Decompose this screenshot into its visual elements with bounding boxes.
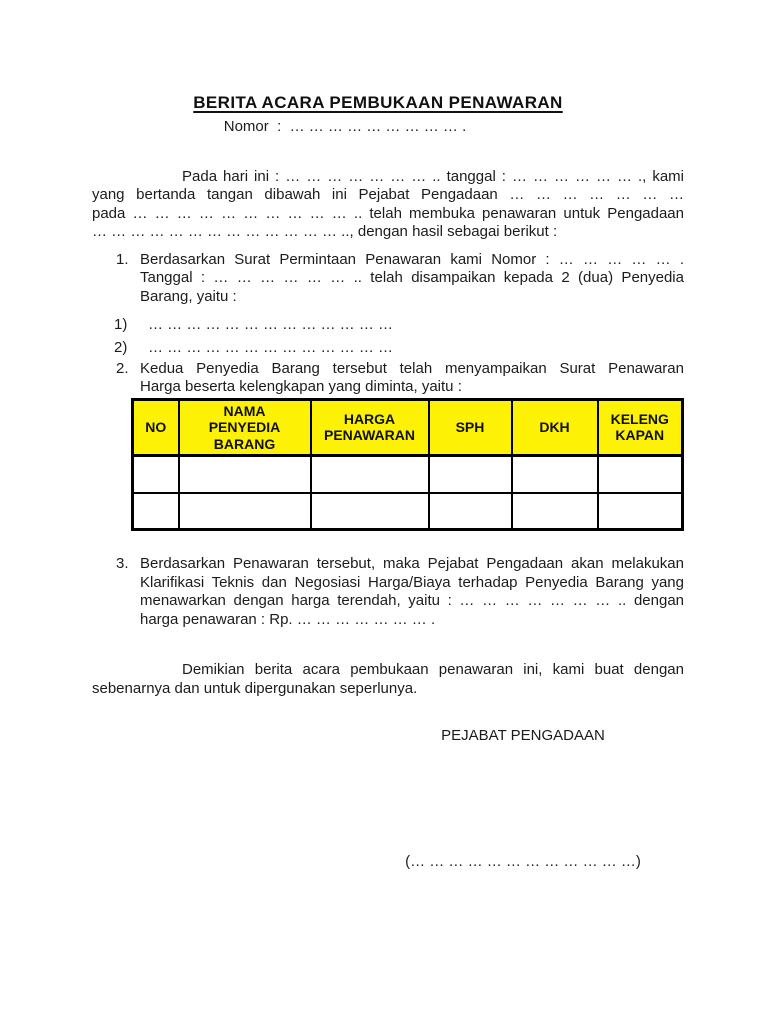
document-number-line: Nomor : … … … … … … … … … .	[223, 118, 467, 135]
vendor-line-2-dots: … … … … … … … … … … … … …	[148, 339, 394, 356]
table-row	[133, 456, 683, 493]
signature-name-line: (… … … … … … … … … … … …)	[405, 853, 641, 870]
list-item-1-line: Barang, yaitu :	[140, 287, 237, 305]
list-item-3	[92, 555, 684, 629]
list-item-2-line: Harga beserta kelengkapan yang diminta, yaitu :	[140, 378, 462, 395]
vendor-line-2-number: 2)	[114, 339, 128, 356]
opening-paragraph-line: pada … … … … … … … … … … .. telah membuka penawaran untuk Pengadaan	[92, 204, 684, 222]
table-header-text: HARGA	[343, 410, 396, 427]
table-cell-empty	[179, 493, 311, 530]
table-header-text: DKH	[539, 419, 570, 435]
list-item-2-line: Kedua Penyedia Barang tersebut telah menyampaikan Surat Penawaran	[140, 359, 684, 377]
closing-paragraph-line: Demikian berita acara pembukaan penawaran ini, kami buat dengan	[182, 661, 684, 678]
vendor-line-1	[92, 316, 684, 335]
table-header-sph	[429, 399, 512, 456]
table-header-harga-penawaran	[311, 399, 429, 456]
opening-paragraph-line: Pada hari ini : … … … … … … … .. tanggal : … … … … … … ., kami	[182, 167, 684, 185]
opening-paragraph	[92, 168, 684, 242]
table-cell-empty	[311, 493, 429, 530]
list-item-3-number: 3.	[116, 555, 129, 572]
table-header-text: SPH	[455, 419, 485, 435]
table-header-text: NO	[145, 419, 167, 435]
table-header-no	[133, 399, 179, 456]
opening-paragraph-line: … … … … … … … … … … … … … .., dengan hasil sebagai berikut :	[92, 223, 558, 240]
table-header-text: KELENG	[610, 410, 669, 427]
table-header-text: NAMA	[223, 402, 266, 419]
list-item-3-line: harga penawaran : Rp. … … … … … … … .	[140, 610, 436, 628]
table-header-text: PENAWARAN	[323, 427, 415, 444]
bid-opening-table	[131, 398, 684, 532]
list-item-3-line: Klarifikasi Teknis dan Negosiasi Harga/Biaya terhadap Penyedia Barang yang	[140, 573, 684, 591]
vendor-line-1-number: 1)	[114, 315, 128, 333]
table-header-kelengkapan	[598, 399, 683, 456]
table-cell-empty	[512, 493, 598, 530]
list-item-1	[92, 251, 684, 307]
signature-role: PEJABAT PENGADAAN	[441, 727, 605, 744]
vendor-line-1-dots: … … … … … … … … … … … … …	[148, 315, 394, 333]
table-cell-empty	[598, 493, 683, 530]
list-item-1-line: Tanggal : … … … … … … .. telah disampaikan kepada 2 (dua) Penyedia	[140, 269, 684, 286]
list-item-1-number: 1.	[116, 250, 129, 268]
table-cell-empty	[429, 493, 512, 530]
table-cell-empty	[598, 456, 683, 493]
table-header-nama-penyedia-barang	[179, 399, 311, 456]
table-header-text: BARANG	[213, 435, 276, 452]
table-header-text: KAPAN	[615, 427, 665, 444]
opening-paragraph-line: yang bertanda tangan dibawah ini Pejabat Pengadaan … … … … … … …	[92, 186, 684, 203]
table-header-row	[133, 399, 683, 456]
document-title: BERITA ACARA PEMBUKAAN PENAWARAN	[193, 93, 563, 112]
table-cell-empty	[179, 456, 311, 493]
closing-paragraph	[92, 661, 684, 698]
closing-paragraph-line: sebenarnya dan untuk dipergunakan seperlunya.	[92, 679, 418, 697]
list-item-2	[92, 360, 684, 397]
list-item-3-line: menawarkan dengan harga terendah, yaitu : … … … … … … … .. dengan	[140, 592, 684, 609]
table-cell-empty	[133, 493, 179, 530]
vendor-line-2	[92, 339, 684, 358]
signature-block	[373, 728, 673, 869]
table-header-text: PENYEDIA	[208, 419, 281, 435]
table-cell-empty	[133, 456, 179, 493]
table-header-dkh	[512, 399, 598, 456]
table-row	[133, 493, 683, 530]
list-item-2-number: 2.	[116, 359, 129, 377]
table-cell-empty	[512, 456, 598, 493]
table-cell-empty	[311, 456, 429, 493]
list-item-1-line: Berdasarkan Surat Permintaan Penawaran kami Nomor : … … … … … .	[140, 250, 684, 268]
list-item-3-line: Berdasarkan Penawaran tersebut, maka Pejabat Pengadaan akan melakukan	[140, 555, 684, 572]
table-cell-empty	[429, 456, 512, 493]
